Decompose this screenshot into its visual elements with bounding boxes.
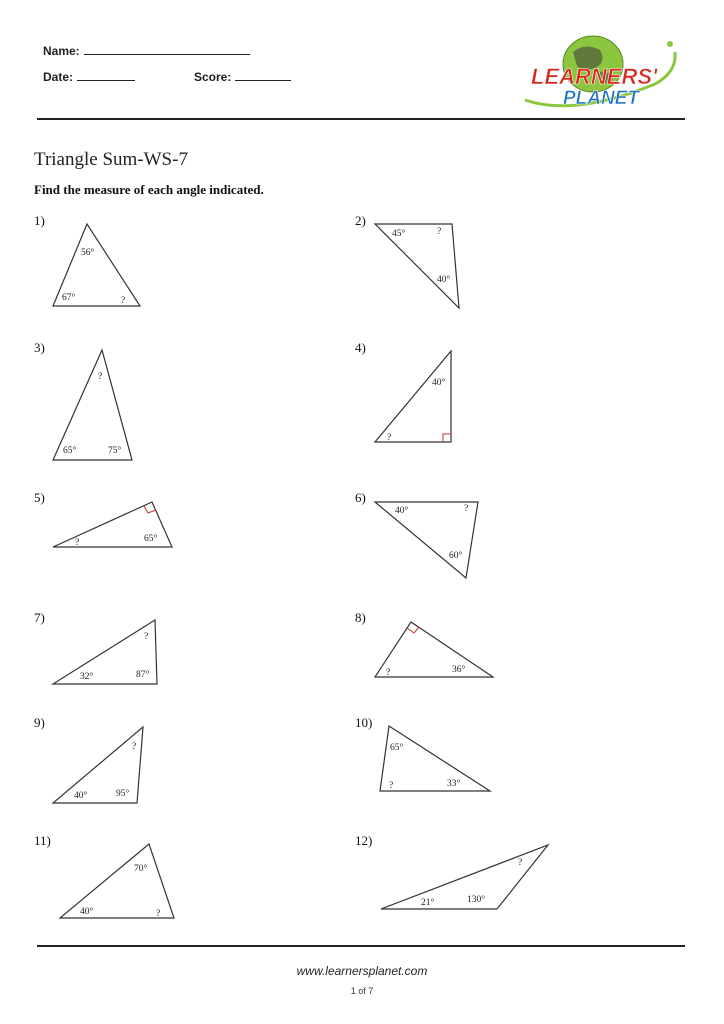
- score-label: Score:: [194, 70, 232, 84]
- angle-label: ?: [132, 742, 137, 752]
- angle-label: ?: [464, 504, 469, 514]
- angle-label: 21°: [421, 898, 435, 908]
- page-title: Triangle Sum-WS-7: [34, 149, 188, 170]
- angle-label: 70°: [134, 864, 148, 874]
- angle-label: ?: [437, 227, 442, 237]
- angle-label: 130°: [467, 895, 486, 905]
- angle-label: 40°: [80, 907, 94, 917]
- problem-number: 6): [355, 490, 366, 505]
- date-label: Date:: [43, 70, 74, 84]
- problem-number: 5): [34, 490, 45, 505]
- footer-rule: [37, 945, 685, 947]
- angle-label: 45°: [392, 229, 406, 239]
- angle-label: 56°: [81, 248, 95, 258]
- name-label: Name:: [43, 44, 80, 58]
- problem-number: 1): [34, 213, 45, 228]
- problem-number: 11): [34, 833, 51, 848]
- problem-number: 7): [34, 610, 45, 625]
- angle-label: 60°: [449, 551, 463, 561]
- angle-label: ?: [518, 858, 523, 868]
- angle-label: 33°: [447, 779, 461, 789]
- angle-label: ?: [389, 781, 394, 791]
- problem-number: 9): [34, 715, 45, 730]
- angle-label: ?: [386, 668, 391, 678]
- angle-label: ?: [98, 372, 103, 382]
- angle-label: 40°: [395, 506, 409, 516]
- angle-label: 87°: [136, 670, 150, 680]
- angle-label: 75°: [108, 446, 122, 456]
- problem-number: 10): [355, 715, 373, 730]
- angle-label: 40°: [432, 378, 446, 388]
- page-number: 1 of 7: [350, 986, 374, 996]
- angle-label: 95°: [116, 789, 130, 799]
- problem-number: 12): [355, 833, 373, 848]
- angle-label: ?: [387, 433, 392, 443]
- angle-label: 65°: [63, 446, 77, 456]
- problem-number: 2): [355, 213, 366, 228]
- angle-label: 65°: [144, 534, 158, 544]
- footer-url-link[interactable]: www.learnersplanet.com: [296, 964, 428, 978]
- angle-label: ?: [121, 296, 126, 306]
- angle-label: 40°: [74, 791, 88, 801]
- angle-label: ?: [156, 909, 161, 919]
- logo-text-learners: LEARNERS': [531, 64, 658, 89]
- angle-label: 65°: [390, 743, 404, 753]
- angle-label: ?: [75, 538, 80, 548]
- angle-label: 67°: [62, 293, 76, 303]
- problem-number: 3): [34, 340, 45, 355]
- instructions: Find the measure of each angle indicated.: [34, 182, 264, 197]
- angle-label: 36°: [452, 665, 466, 675]
- problem-number: 8): [355, 610, 366, 625]
- angle-label: 32°: [80, 672, 94, 682]
- problem-number: 4): [355, 340, 366, 355]
- angle-label: ?: [144, 632, 149, 642]
- logo-text-planet: PLANET: [563, 88, 639, 109]
- angle-label: 40°: [437, 275, 451, 285]
